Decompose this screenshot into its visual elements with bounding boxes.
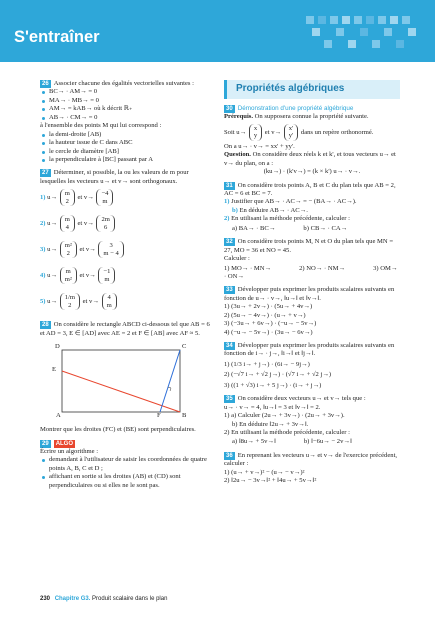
et-label: et [77,194,83,202]
rectangle-abcd-diagram [40,342,215,422]
question-text: Justifier que AB→ · AC→ = − (BA→ · AC→). [231,198,357,206]
exercise-text: On considère le rectangle ABCD ci-dessous tel que AB = 6 et AD = 3, E ∈ [AD] avec AE = 2 et F ∈ [AB] avec AF ≈ 5. [40,321,210,337]
exercise-number: 30 [226,105,233,112]
exercise-intro: Écrire un algorithme : [40,448,99,455]
exercise-intro: Déterminer, si possible, la ou les valeurs de m pour lesquelles les vecteurs u→ et v→ sont orthogonaux. [40,169,189,185]
exercise-number: 28 [42,322,49,329]
exercise-33 [224,286,400,337]
exercise-number: 29 [42,440,49,447]
exercise-28 [40,321,215,434]
exercise-text: En reprenant les vecteurs u→ et v→ de l'exercice précédent, calculer : [224,451,398,468]
soit-text: Soit u→ [224,128,247,136]
chapter-label: Chapitre G3. [54,596,91,602]
exercise-31: 31 On considère trois points A, B et C du plan tels que AB = 2, AC = 6 et BC = 7. 1) Justifier que AB→ · AC→ = − (BA→ · AC→). b) En déduire AB→ · AC→. 2) En utilisant la méthode précédente, calculer : a) BA→ · BC→ b) CB→ · CA→ [224,181,396,232]
exercise-30 [224,105,400,177]
list-item: 2) ‖2u→ − 3v→‖² + ‖4u→ + 5v→‖² [224,477,317,485]
list-item: 2) (−√7 i→ + √2 j→) · (√7 i→ + √2 j→) [224,371,332,379]
question-text: b) CB→ · CA→ [303,224,348,232]
exercise-36 [224,452,400,486]
list-item: AM→ = kAB→ où k décrit ℝ₊ [40,105,215,113]
given-values: u→ · v→ = 4, ‖u→‖ = 3 et ‖v→‖ = 2. [224,403,321,411]
chapter-header-band [0,0,435,62]
vector-pair: 3) u→ m² 2 et v→ 3 m − 4 [40,241,125,258]
vector-pair: 2) u→ m 4 et v→ 2m 6 [40,215,116,232]
et-label: et [79,246,85,254]
question-text: En utilisant la méthode précédente, calculer : [231,215,350,223]
vector-v: −4 m [96,189,113,206]
exercise-26 [40,80,215,164]
exercise-text: On a u→ · v→ = xx' + yy'. [224,142,295,150]
question-text: 2) En utilisant la méthode précédente, calculer : [224,428,350,436]
vector-v: 2m 6 [96,215,114,232]
page-title: S'entraîner [14,28,100,46]
exercise-number: 32 [226,239,233,246]
exercise-number: 33 [226,287,233,294]
list-item: AB→ · CM→ = 0 [40,114,215,122]
chapter-title: Produit scalaire dans le plan [92,596,168,602]
point-label-d: D [55,343,60,351]
vector-pairs [40,189,215,316]
vector-u: 1/m 2 [60,293,80,310]
exercise-text: On considère deux vecteurs u→ et v→ tels que : [237,395,366,403]
list-item: 1) (1/3 i→ + j→) · (6i→ − 9j→) [224,360,310,368]
list-item: 1) (u→ + v→)² − (u→ − v→)² [224,468,305,476]
item-number: 1) [40,194,46,202]
exercise-number: 31 [226,182,233,189]
item-number: 3) [40,246,46,254]
exercise-29 [40,440,215,491]
list-item: BC→ · AM→ = 0 [40,88,215,96]
list-item: 3) OM→ · ON→ [224,264,398,280]
exercise-question: Montrer que les droites (FC) et (BE) sont perpendiculaires. [40,426,196,434]
point-label-b: B [182,412,187,420]
exercise-number: 26 [42,81,49,87]
vector-u: m 2 [60,189,75,206]
exercise-34 [224,342,400,390]
list-item: 2) NO→ · NM→ [299,264,346,272]
item-number: 2) [40,220,46,228]
vector-u: m 4 [60,215,75,232]
exercise-text: Développer puis exprimer les produits scalaires suivants en fonction de u→ · v→, ‖u→‖ et ‖v→‖. [224,286,395,302]
vector-v: 3 m − 4 [98,241,123,258]
algo-badge: ALGO [55,440,74,447]
et-label: et [82,298,88,306]
vector-v: 4 m [102,293,117,310]
question-text: b) ‖−6u→ − 2v→‖ [303,438,352,446]
list-item: la demi-droite [AB) [40,131,215,139]
question-text: En déduire AB→ · AC→. [239,206,308,214]
list-item: la perpendiculaire à [BC] passant par A [40,156,215,164]
question-text: b) En déduire ‖2u→ + 3v→‖. [232,420,309,428]
exercise-text: Calculer : [224,255,250,263]
vector-u: m m² [60,267,77,284]
et-text: et v→ [264,128,282,136]
formula: (ku→) · (k'v→) = (k × k') u→ · v→. [263,168,361,176]
exercise-number: 27 [42,170,49,177]
repere-text: dans un repère orthonormé. [300,128,374,136]
vector-v: x' y' [284,124,299,141]
exercise-text: On considère trois points M, N et O du plan tels que MN = 27, MO = 36 et NO = 45. [224,238,394,254]
vector-pair: 1) u→ m 2 et v→ −4 m [40,189,114,206]
vector-u: x y [249,124,262,141]
question-text: a) BA→ · BC→ [232,224,276,232]
question-label: Question. [224,151,251,159]
vector-pair: 5) u→ 1/m 2 et v→ 4 m [40,293,118,310]
list-item: la hauteur issue de C dans ABC [40,139,215,147]
page-number: 230 [40,596,51,602]
et-label: et [77,220,83,228]
rectangle-figure [40,342,215,422]
exercise-text: Développer puis exprimer les produits scalaires suivants en fonction de i→ · j→, ‖i→‖ et ‖j→‖. [224,342,395,358]
question-text: On considère deux réels k et k', et tous vecteurs u→ et v→ du plan, on a : [224,151,396,167]
point-label-f: F [157,412,161,420]
item-number: 5) [40,298,46,306]
list-item: 2) (5u→ − 4v→) · (u→ + v→) [224,311,306,319]
list-item: MA→ · MB→ = 0 [40,97,215,105]
left-column [40,80,215,495]
list-item: le cercle de diamètre [AB] [40,148,215,156]
exercise-text: à l'ensemble des points M qui lui correspond : [40,122,162,130]
vector-u: m² 2 [60,241,77,258]
list-item: affichant en sortie si les droites (AB) et (CD) sont perpendiculaires ou si elles ne le sont pas. [40,473,215,490]
point-label-a: A [56,412,61,420]
item-number: 4) [40,272,46,280]
exercise-number: 36 [226,452,233,459]
vector-v: −1 m [98,267,115,284]
exercise-number: 34 [226,343,233,350]
point-label-e: E [52,366,57,374]
section-heading: Propriétés algébriques [224,80,400,99]
coordinates-line [224,124,400,141]
exercise-32 [224,238,400,281]
prereq-text: On supposera connue la propriété suivante. [253,113,369,121]
list-item: 1) (3u→ + 2v→) · (5u→ + 4v→) [224,303,313,311]
point-label-c: C [182,343,187,351]
list-item: 4) (−u→ − 5v→) · (3u→ − 6v→) [224,328,313,336]
exercise-intro: Associer chacune des égalités vectorielles suivantes : [53,80,194,87]
page-footer [40,596,167,604]
exercise-number: 35 [226,396,233,403]
question-text: a) ‖8u→ + 5v→‖ [232,438,276,446]
exercise-text: On considère trois points A, B et C du plan tels que AB = 2, AC = 6 et BC = 7. [224,181,396,198]
et-label: et [79,272,85,280]
exercise-35 [224,395,400,447]
list-item: 1) MO→ · MN→ [224,264,272,272]
exercise-27 [40,169,215,316]
list-item: 3) ((1 + √3) i→ + 5 j→) · (i→ + j→) [224,381,322,389]
list-item: 3) (−3u→ + 6v→) · (−u→ − 5v→) [224,320,317,328]
exercise-subtitle: Démonstration d'une propriété algébrique [237,104,354,112]
prereq-label: Prérequis. [224,113,253,121]
vector-pair: 4) u→ m m² et v→ −1 m [40,267,116,284]
right-column [224,80,400,491]
list-item: demandant à l'utilisateur de saisir les coordonnées de quatre points A, B, C et D ; [40,456,215,473]
question-text: 1) a) Calculer (2u→ + 3v→) · (2u→ + 3v→). [224,412,345,420]
